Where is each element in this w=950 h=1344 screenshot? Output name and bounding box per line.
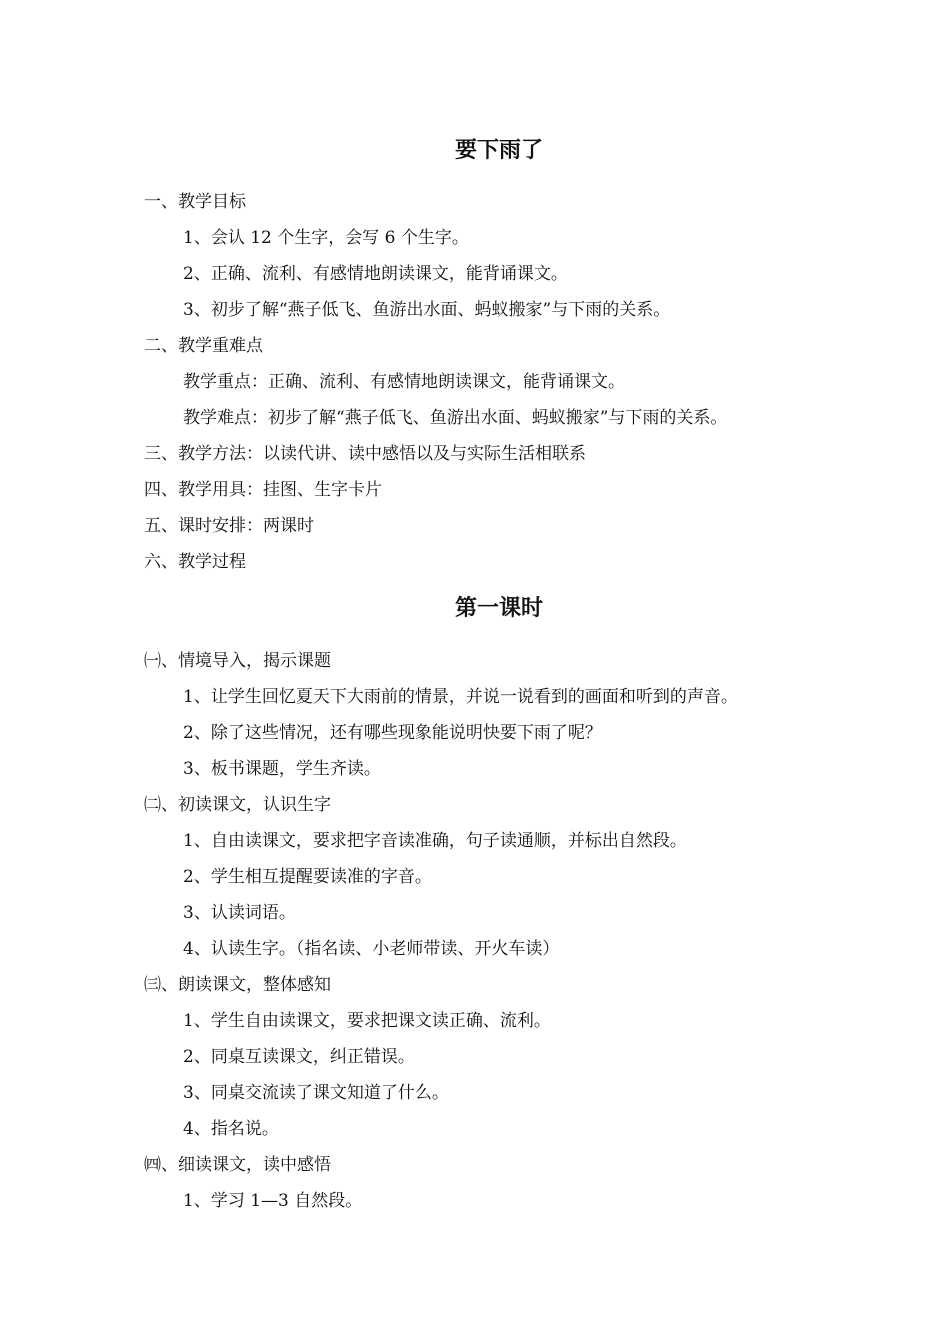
step-item: 2、同桌互读课文，纠正错误。	[183, 1047, 415, 1067]
step-heading-reading-aloud: ㈢、朗读课文，整体感知	[144, 975, 331, 995]
step-item: 1、自由读课文，要求把字音读准确，句子读通顺，并标出自然段。	[183, 831, 687, 851]
objective-item: 1、会认 12 个生字，会写 6 个生字。	[183, 228, 469, 248]
key-point-item: 教学重点：正确、流利、有感情地朗读课文，能背诵课文。	[183, 372, 625, 392]
document-title: 要下雨了	[454, 138, 543, 163]
step-item: 3、认读词语。	[183, 903, 296, 923]
section-heading-schedule: 五、课时安排：两课时	[144, 516, 314, 536]
lesson-title: 第一课时	[454, 596, 543, 621]
step-item: 3、板书课题，学生齐读。	[183, 759, 381, 779]
section-heading-key-points: 二、教学重难点	[144, 336, 263, 356]
objective-item: 2、正确、流利、有感情地朗读课文，能背诵课文。	[183, 264, 568, 284]
step-heading-intro: ㈠、情境导入，揭示课题	[144, 651, 331, 671]
section-heading-tools: 四、教学用具：挂图、生字卡片	[144, 480, 382, 500]
step-item: 4、指名说。	[183, 1119, 279, 1139]
section-heading-methods: 三、教学方法：以读代讲、读中感悟以及与实际生活相联系	[144, 444, 586, 464]
step-item: 4、认读生字。（指名读、小老师带读、开火车读）	[183, 939, 560, 959]
step-item: 2、除了这些情况，还有哪些现象能说明快要下雨了呢？	[183, 723, 602, 743]
step-item: 1、让学生回忆夏天下大雨前的情景，并说一说看到的画面和听到的声音。	[183, 687, 738, 707]
section-heading-process: 六、教学过程	[144, 552, 246, 572]
step-heading-close-reading: ㈣、细读课文，读中感悟	[144, 1155, 331, 1175]
objective-item: 3、初步了解“燕子低飞、鱼游出水面、蚂蚁搬家”与下雨的关系。	[183, 300, 671, 320]
section-heading-objectives: 一、教学目标	[144, 192, 246, 212]
step-item: 1、学习 1—3 自然段。	[183, 1191, 363, 1211]
step-item: 3、同桌交流读了课文知道了什么。	[183, 1083, 449, 1103]
step-heading-first-reading: ㈡、初读课文，认识生字	[144, 795, 331, 815]
step-item: 1、学生自由读课文，要求把课文读正确、流利。	[183, 1011, 551, 1031]
difficult-point-item: 教学难点：初步了解“燕子低飞、鱼游出水面、蚂蚁搬家”与下雨的关系。	[183, 408, 728, 428]
step-item: 2、学生相互提醒要读准的字音。	[183, 867, 432, 887]
